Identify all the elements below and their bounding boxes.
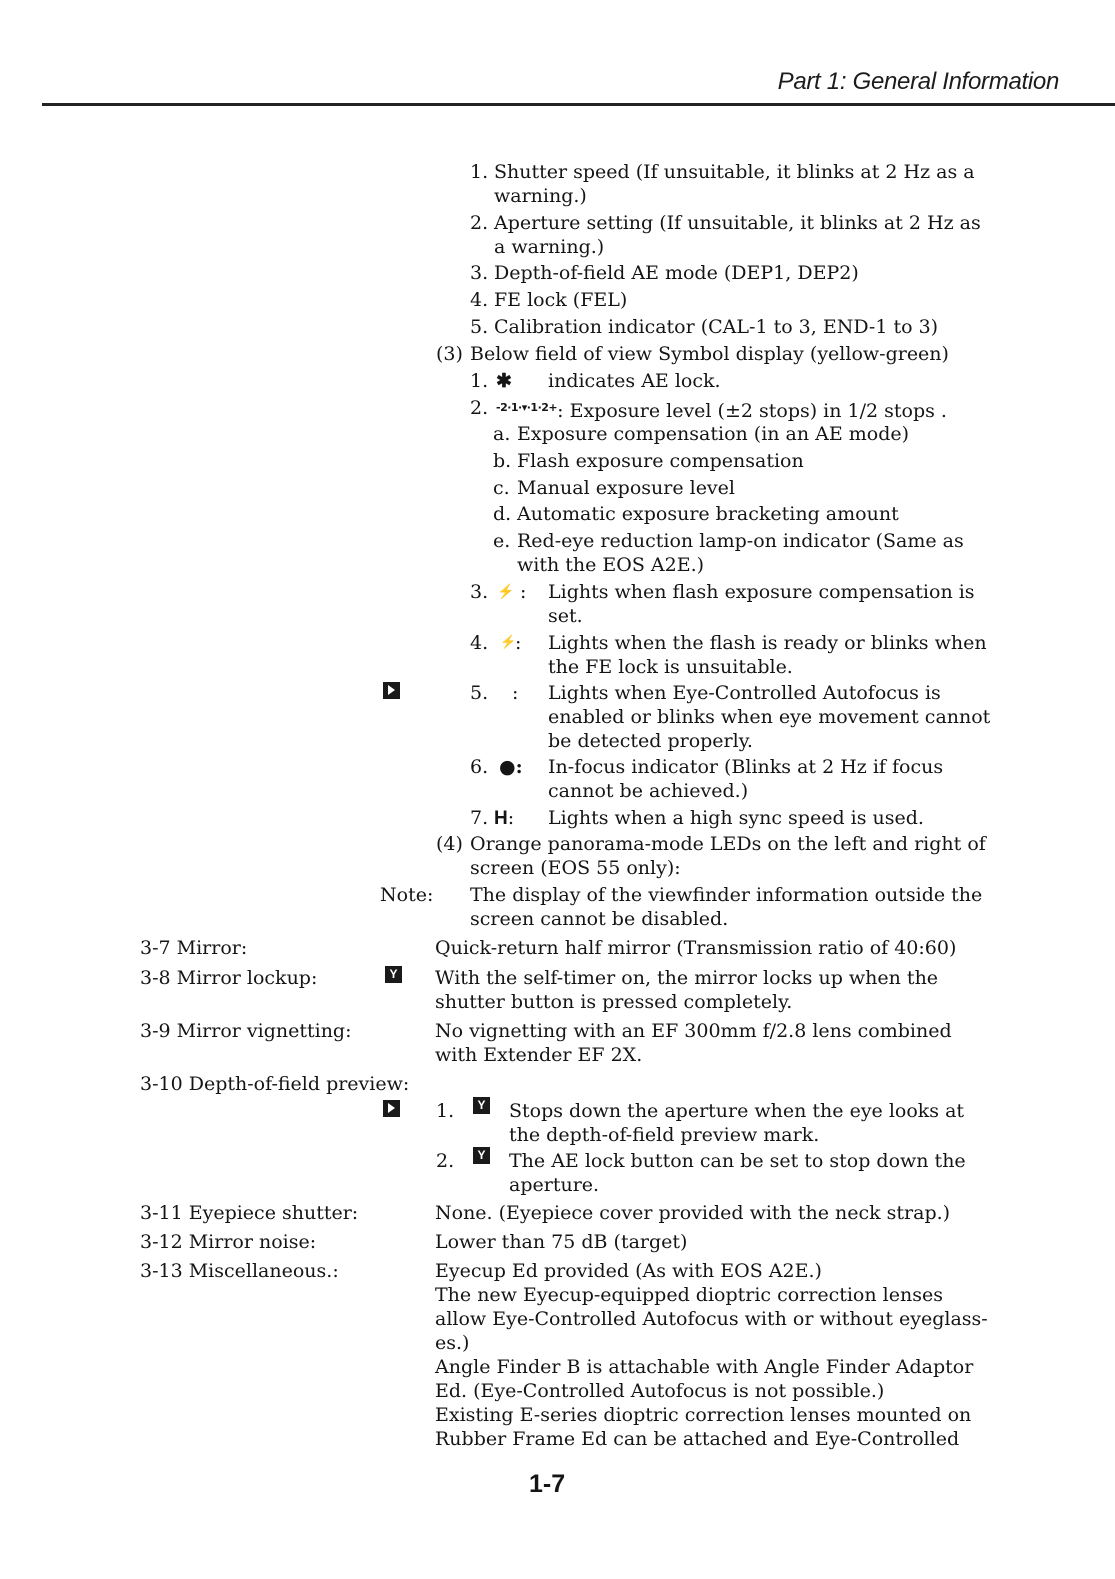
spec-value-line: shutter button is pressed completely. [435, 991, 793, 1013]
sub-item-letter: d. [493, 503, 512, 525]
sub-item-letter: e. [493, 530, 511, 552]
exposure-level-scale [496, 396, 947, 423]
item-number: 1. [470, 161, 489, 183]
item-number: 4. [470, 632, 489, 654]
item-number: 2. [470, 397, 489, 419]
sub-item-text: Manual exposure level [517, 477, 735, 499]
item-text-line: set. [548, 605, 583, 627]
item-colon: : [520, 581, 527, 603]
spec-label: 3-10 Depth-of-field preview: [140, 1073, 410, 1095]
item-number: 2. [470, 212, 489, 234]
high-sync-icon: H [494, 808, 508, 829]
spec-value-line: aperture. [509, 1174, 600, 1196]
sub-item-text: Exposure compensation (in an AE mode) [517, 423, 910, 445]
item-number: 1. [436, 1100, 455, 1122]
exposure-scale-icon: -2·1·▾·1·2+ [496, 401, 558, 414]
sub-item-text: Red-eye reduction lamp-on indicator (Same as [517, 530, 964, 552]
spec-value-line: The AE lock button can be set to stop down the [509, 1150, 966, 1172]
item-text-line: : Exposure level (±2 stops) in 1/2 stops . [557, 400, 947, 422]
spec-value-line: es.) [435, 1332, 470, 1354]
sub-item-letter: b. [493, 450, 512, 472]
item-number: 3. [470, 581, 489, 603]
item-text-line: enabled or blinks when eye movement cannot [548, 706, 991, 728]
flash-compensation-icon: ⚡ [497, 584, 515, 600]
spec-value-line: Ed. (Eye-Controlled Autofocus is not possible.) [435, 1380, 885, 1402]
section-text-line: Orange panorama-mode LEDs on the left and right of [470, 833, 986, 855]
note-label: Note: [380, 884, 434, 906]
spec-value-line: The new Eyecup-equipped dioptric correction lenses [435, 1284, 943, 1306]
item-text-line: Aperture setting (If unsuitable, it blinks at 2 Hz as [494, 212, 981, 234]
spec-value-line: Lower than 75 dB (target) [435, 1231, 688, 1253]
section-number: (3) [436, 343, 463, 365]
spec-value-line: None. (Eyepiece cover provided with the neck strap.) [435, 1202, 951, 1224]
item-number: 2. [436, 1150, 455, 1172]
item-number: 6. [470, 756, 489, 778]
eye-control-margin-icon [383, 682, 400, 699]
eye-control-icon [496, 684, 512, 700]
flash-ready-icon: ⚡ [500, 635, 517, 650]
item-text-line: warning.) [494, 185, 587, 207]
item-text-line: the FE lock is unsuitable. [548, 656, 793, 678]
new-feature-badge-icon: Y [473, 1097, 490, 1114]
item-text-line: Lights when flash exposure compensation is [548, 581, 975, 603]
eye-control-indicator [496, 681, 518, 705]
spec-value-line: Angle Finder B is attachable with Angle Finder Adaptor [435, 1356, 974, 1378]
item-number: 1. [470, 370, 489, 392]
sub-item-text: Automatic exposure bracketing amount [517, 503, 899, 525]
sub-item-letter: c. [493, 477, 510, 499]
new-feature-badge-icon: Y [385, 966, 402, 983]
item-text-line: Calibration indicator (CAL-1 to 3, END-1 to 3) [494, 316, 939, 338]
spec-value-line: Existing E-series dioptric correction lenses mounted on [435, 1404, 972, 1426]
item-text-line: Lights when a high sync speed is used. [548, 807, 924, 829]
spec-label: 3-7 Mirror: [140, 937, 248, 959]
item-text-line: a warning.) [494, 236, 605, 258]
ae-lock-icon: ✱ [496, 370, 512, 392]
item-number: 4. [470, 289, 489, 311]
spec-value-line: Quick-return half mirror (Transmission ratio of 40:60) [435, 937, 957, 959]
eye-control-margin-icon [383, 1100, 400, 1117]
spec-value-line: allow Eye-Controlled Autofocus with or without eyeglass- [435, 1308, 988, 1330]
spec-value-line: the depth-of-field preview mark. [509, 1124, 820, 1146]
item-number: 7. [470, 807, 489, 829]
item-text-line: Lights when the flash is ready or blinks when [548, 632, 987, 654]
section-text-line: screen (EOS 55 only): [470, 857, 681, 879]
item-text-line: be detected properly. [548, 730, 753, 752]
item-text-line: indicates AE lock. [548, 370, 721, 392]
in-focus-icon: ●: [499, 756, 523, 778]
spec-label: 3-13 Miscellaneous.: [140, 1260, 339, 1282]
page-number: 1-7 [529, 1470, 566, 1498]
item-text-line: Lights when Eye-Controlled Autofocus is [548, 682, 941, 704]
new-feature-badge-icon: Y [473, 1147, 490, 1164]
item-text-line: Depth-of-field AE mode (DEP1, DEP2) [494, 262, 859, 284]
header-rule [42, 103, 1115, 106]
item-number: 5. [470, 316, 489, 338]
section-number: (4) [436, 833, 463, 855]
spec-value-line: Rubber Frame Ed can be attached and Eye-Controlled [435, 1428, 960, 1450]
item-colon: : [507, 807, 515, 829]
item-text-line: FE lock (FEL) [494, 289, 628, 311]
note-text-line: The display of the viewfinder information outside the [470, 884, 983, 906]
sub-item-text: Flash exposure compensation [517, 450, 804, 472]
high-sync-indicator [494, 806, 514, 831]
item-colon: : [512, 682, 519, 704]
item-text-line: cannot be achieved.) [548, 780, 749, 802]
spec-value-line: Eyecup Ed provided (As with EOS A2E.) [435, 1260, 822, 1282]
section-title: Below field of view Symbol display (yellow-green) [470, 343, 949, 365]
item-colon: : [515, 632, 522, 654]
item-text-line: In-focus indicator (Blinks at 2 Hz if focus [548, 756, 944, 778]
spec-label: 3-8 Mirror lockup: [140, 967, 318, 989]
spec-label: 3-12 Mirror noise: [140, 1231, 317, 1253]
note-text-line: screen cannot be disabled. [470, 908, 729, 930]
spec-value-line: With the self-timer on, the mirror locks up when the [435, 967, 939, 989]
spec-value-line: No vignetting with an EF 300mm f/2.8 lens combined [435, 1020, 952, 1042]
spec-label: 3-9 Mirror vignetting: [140, 1020, 352, 1042]
spec-value-line: with Extender EF 2X. [435, 1044, 643, 1066]
sub-item-text: with the EOS A2E.) [517, 554, 705, 576]
spec-label: 3-11 Eyepiece shutter: [140, 1202, 359, 1224]
item-number: 5. [470, 682, 489, 704]
sub-item-letter: a. [493, 423, 511, 445]
header-title: Part 1: General Information [777, 68, 1059, 95]
spec-value-line: Stops down the aperture when the eye looks at [509, 1100, 965, 1122]
item-text-line: Shutter speed (If unsuitable, it blinks at 2 Hz as a [494, 161, 975, 183]
item-number: 3. [470, 262, 489, 284]
